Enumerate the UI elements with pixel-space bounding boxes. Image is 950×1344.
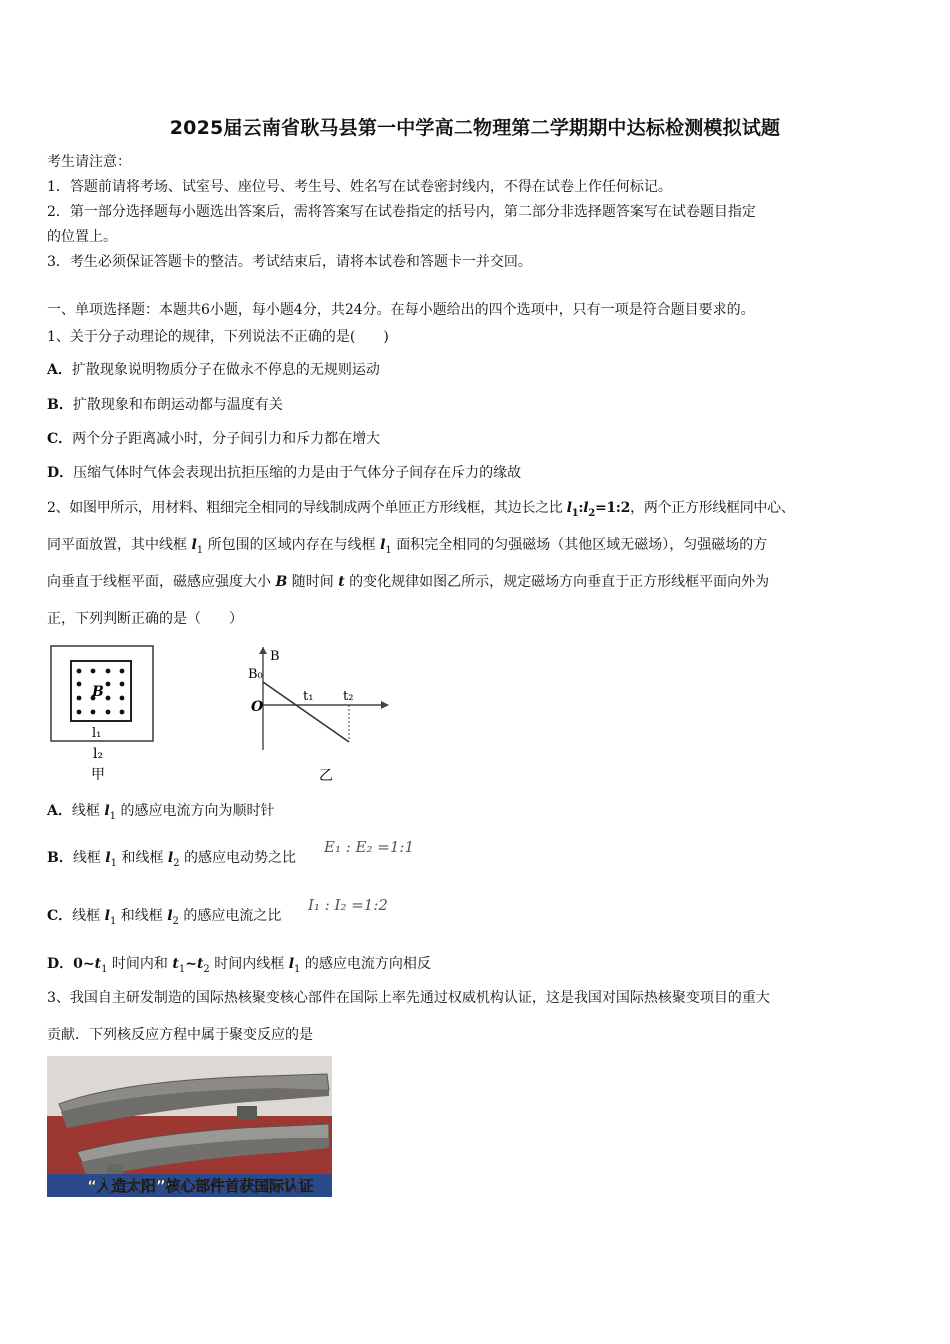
q2-option-c: C．线框 $l_1$ 和线框 $l_2$ 的感应电流之比 bbox=[47, 908, 282, 927]
q2-stem-line3: 向垂直于线框平面，磁感应强度大小 B 随时间 t 的变化规律如图乙所示，规定磁场方向垂直于正方形线框平面向外为 bbox=[47, 574, 770, 590]
t-axis-arrow bbox=[381, 701, 389, 709]
axis-label-b: B bbox=[270, 649, 280, 664]
label-t2: t₂ bbox=[343, 689, 354, 704]
page-title: 2025届云南省耿马县第一中学高二物理第二学期期中达标检测模拟试题 bbox=[169, 117, 781, 139]
q1-option-c: C．两个分子距离减小时，分子间引力和斥力都在增大 bbox=[47, 431, 381, 447]
notice-heading: 考生请注意： bbox=[47, 154, 131, 170]
q2-option-b: B．线框 $l_1$ 和线框 $l_2$ 的感应电动势之比 bbox=[47, 850, 297, 869]
label-l2: l₂ bbox=[93, 746, 104, 762]
figure-jia bbox=[45, 643, 165, 783]
b-axis-arrow bbox=[259, 647, 267, 654]
q1-stem: 1、关于分子动理论的规律，下列说法不正确的是( ) bbox=[47, 329, 389, 345]
q2-stem-line2: 同平面放置，其中线框 $l_1$ 所包围的区域内存在与线框 $l_1$ 面积完全相同的匀强磁场（其他区域无磁场），匀强磁场的方 bbox=[47, 537, 768, 556]
label-b0: B₀ bbox=[248, 667, 263, 682]
q1-option-b: B．扩散现象和布朗运动都与温度有关 bbox=[47, 397, 283, 413]
q2-option-c-ratio: I₁ : I₂ =1:2 bbox=[308, 896, 388, 914]
figure-yi bbox=[243, 644, 393, 784]
q1-option-d: D．压缩气体时气体会表现出抗拒压缩的力是由于气体分子间存在斥力的缘故 bbox=[47, 465, 522, 481]
label-l1: l₁ bbox=[92, 726, 102, 741]
notice-item-1: 1．答题前请将考场、试室号、座位号、考生号、姓名写在试卷密封线内，不得在试卷上作任何标记。 bbox=[47, 179, 672, 195]
notice-item-2-cont: 的位置上。 bbox=[47, 229, 117, 245]
q2-stem-line4: 正，下列判断正确的是（ ） bbox=[47, 611, 243, 627]
notice-item-3: 3．考生必须保证答题卡的整洁。考试结束后，请将本试卷和答题卡一并交回。 bbox=[47, 254, 532, 270]
q2-stem-line1: 2、如图甲所示，用材料、粗细完全相同的导线制成两个单匝正方形线框，其边长之比 $l_1:l_2=1:2$，两个正方形线框同中心、 bbox=[47, 500, 795, 519]
q3-stem-line1: 3、我国自主研发制造的国际热核聚变核心部件在国际上率先通过权威机构认证，这是我国对国际热核聚变项目的重大 bbox=[47, 990, 770, 1006]
q2-option-a: A．线框 $l_1$ 的感应电流方向为顺时针 bbox=[47, 803, 275, 822]
notice-item-2: 2．第一部分选择题每小题选出答案后，需将答案写在试卷指定的括号内，第二部分非选择题答案写在试卷题目指定 bbox=[47, 204, 756, 220]
photo-caption: “人造太阳”核心部件首获国际认证 bbox=[87, 1177, 314, 1195]
q1-option-a: A．扩散现象说明物质分子在做永不停息的无规则运动 bbox=[47, 362, 380, 378]
q2-option-b-ratio: E₁ : E₂ =1:1 bbox=[324, 838, 414, 856]
news-photo bbox=[47, 1056, 332, 1197]
field-label: B bbox=[92, 684, 104, 700]
caption-jia: 甲 bbox=[91, 767, 105, 783]
q3-stem-line2: 贡献．下列核反应方程中属于聚变反应的是 bbox=[47, 1027, 313, 1043]
q2-option-d: D．$0\sim t_1$ 时间内和 $t_1\sim t_2$ 时间内线框 $l_1$ 的感应电流方向相反 bbox=[47, 956, 431, 975]
label-origin: O bbox=[251, 699, 264, 715]
section-heading: 一、单项选择题：本题共6小题，每小题4分，共24分。在每小题给出的四个选项中，只有一项是符合题目要求的。 bbox=[47, 302, 755, 318]
caption-yi: 乙 bbox=[319, 768, 333, 784]
label-t1: t₁ bbox=[303, 689, 314, 704]
